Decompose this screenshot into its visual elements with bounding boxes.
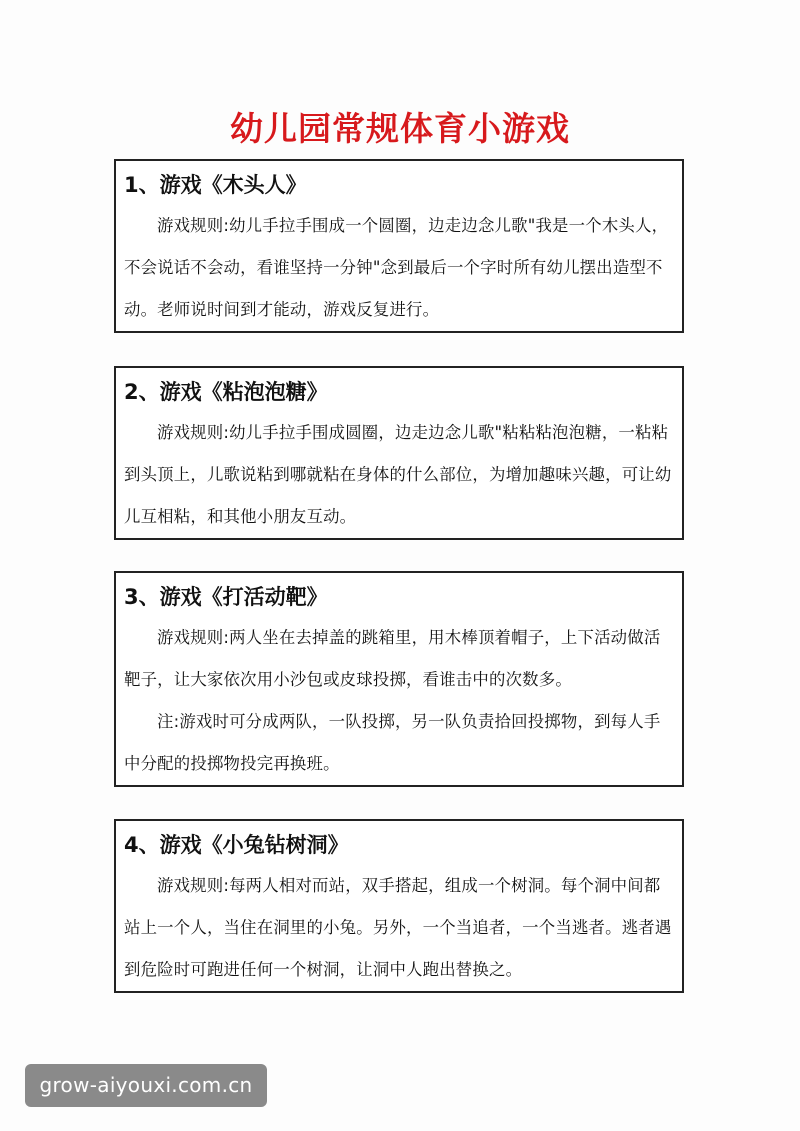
document-title: 幼儿园常规体育小游戏: [230, 109, 570, 148]
game-card-3: [114, 571, 684, 787]
game-card-1: [114, 159, 684, 333]
game-card-4: [114, 819, 684, 993]
game-rules-text: 游戏规则:两人坐在去掉盖的跳箱里，用木棒顶着帽子，上下活动做活靶子，让大家依次用小沙包或皮球投掷，看谁击中的次数多。: [124, 628, 661, 689]
game-heading: 4、游戏《小兔钻树洞》: [124, 833, 349, 857]
game-heading: 2、游戏《粘泡泡糖》: [124, 380, 328, 404]
game-rules-text: 游戏规则:幼儿手拉手围成一个圆圈，边走边念儿歌"我是一个木头人，不会说话不会动，看谁坚持一分钟"念到最后一个字时所有幼儿摆出造型不动。老师说时间到才能动，游戏反复进行。: [124, 216, 669, 319]
game-rules-text: 游戏规则:幼儿手拉手围成圆圈，边走边念儿歌"粘粘粘泡泡糖，一粘粘到头顶上，儿歌说粘到哪就粘在身体的什么部位，为增加趣味兴趣，可让幼儿互相粘，和其他小朋友互动。: [124, 423, 672, 526]
game-heading: 1、游戏《木头人》: [124, 173, 307, 197]
watermark-link[interactable]: grow-aiyouxi.com.cn: [25, 1064, 267, 1107]
game-rules-text: 游戏规则:每两人相对而站，双手搭起，组成一个树洞。每个洞中间都站上一个人，当住在洞里的小兔。另外，一个当追者，一个当逃者。逃者遇到危险时可跑进任何一个树洞，让洞中人跑出替换之。: [124, 876, 672, 979]
game-card-2: [114, 366, 684, 540]
game-note-text: 注:游戏时可分成两队，一队投掷，另一队负责拾回投掷物，到每人手中分配的投掷物投完再换班。: [124, 712, 661, 773]
game-heading: 3、游戏《打活动靶》: [124, 585, 328, 609]
